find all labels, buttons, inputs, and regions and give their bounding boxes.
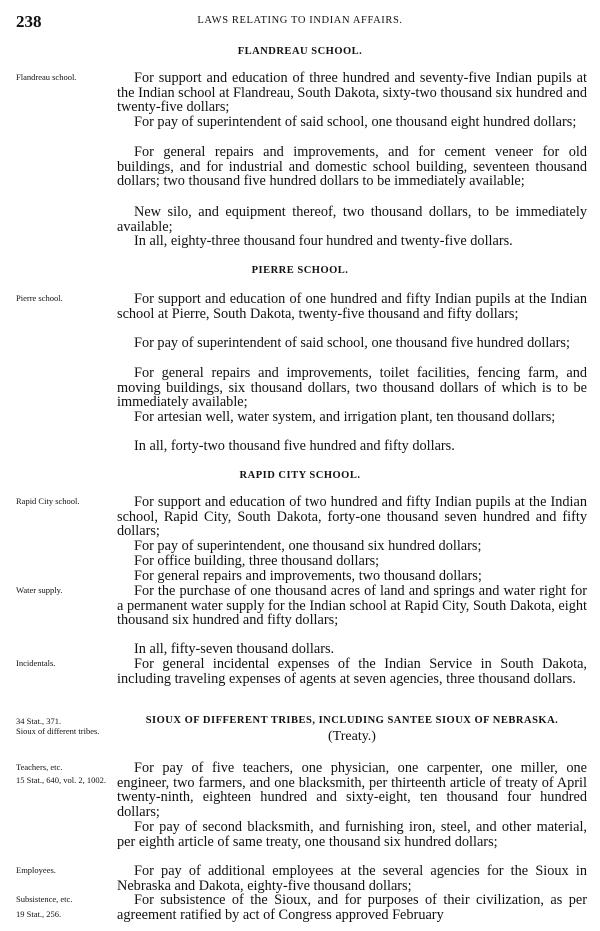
margin-note-rapid-city: Rapid City school. xyxy=(16,496,80,506)
margin-note-stat-34: 34 Stat., 371. xyxy=(16,716,62,726)
margin-note-sioux: Sioux of different tribes. xyxy=(16,726,100,736)
paragraph: New silo, and equipment thereof, two thousand dollars, to be immediately available; xyxy=(117,204,587,235)
paragraph: For pay of additional employees at the several agencies for the Sioux in Nebraska and Dakota, eighty-five thousand dollars; xyxy=(117,863,587,894)
paragraph: For artesian well, water system, and irrigation plant, ten thousand dollars; xyxy=(134,409,556,425)
paragraph: For general repairs and improvements, two thousand dollars; xyxy=(134,568,482,584)
section-heading-pierre: PIERRE SCHOOL. xyxy=(251,265,349,276)
margin-note-subsistence: Subsistence, etc. xyxy=(16,894,73,904)
margin-note-employees: Employees. xyxy=(16,865,56,875)
margin-note-pierre: Pierre school. xyxy=(16,293,63,303)
paragraph: In all, forty-two thousand five hundred and fifty dollars. xyxy=(134,438,455,454)
page-header xyxy=(0,12,600,34)
margin-note-flandreau: Flandreau school. xyxy=(16,72,77,82)
paragraph: In all, eighty-three thousand four hundred and twenty-five dollars. xyxy=(134,233,513,249)
section-heading-sioux: SIOUX OF DIFFERENT TRIBES, INCLUDING SANTEE SIOUX OF NEBRASKA. xyxy=(145,715,559,726)
margin-note-stat-19: 19 Stat., 256. xyxy=(16,909,62,919)
page-number: 238 xyxy=(16,12,42,31)
paragraph: For support and education of two hundred and fifty Indian pupils at the Indian school, Rapid City, South Dakota, forty-one thousand seven hundred and fifty dollars; xyxy=(117,494,587,539)
paragraph: For pay of superintendent of said school, one thousand five hundred dollars; xyxy=(134,335,570,351)
margin-note-teachers: Teachers, etc. xyxy=(16,762,63,772)
paragraph: For general incidental expenses of the Indian Service in South Dakota, including traveling expenses of agents at seven agencies, three thousand dollars. xyxy=(117,656,587,687)
paragraph: For pay of second blacksmith, and furnishing iron, steel, and other material, per eighth article of same treaty, one thousand six hundred dollars; xyxy=(117,819,587,850)
paragraph: For pay of superintendent of said school, one thousand eight hundred dollars; xyxy=(134,114,577,130)
paragraph: In all, fifty-seven thousand dollars. xyxy=(134,641,335,657)
running-head: LAWS RELATING TO INDIAN AFFAIRS. xyxy=(197,15,403,26)
margin-note-incidentals: Incidentals. xyxy=(16,658,56,668)
paragraph: For support and education of three hundred and seventy-five Indian pupils at the Indian school at Flandreau, South Dakota, sixty-two thousand six hundred and twenty-five dollars; xyxy=(117,70,587,115)
margin-note-stat-15: 15 Stat., 640, vol. 2, 1002. xyxy=(16,775,106,785)
paragraph: For subsistence of the Sioux, and for purposes of their civilization, as per agreement ratified by act of Congress approved February xyxy=(117,892,587,923)
paragraph: For pay of five teachers, one physician, one carpenter, one miller, one engineer, two farmers, and one blacksmith, per thirteenth article of treaty of April twenty-ninth, eighteen hundred and sixty-eight, ten thousand four hundred dollars; xyxy=(117,760,587,820)
paragraph: For general repairs and improvements, toilet facilities, fencing farm, and moving buildings, six thousand dollars, two thousand dollars of which is to be immediately available; xyxy=(117,365,587,410)
margin-note-water-supply: Water supply. xyxy=(16,585,63,595)
section-heading-rapid-city: RAPID CITY SCHOOL. xyxy=(239,470,361,481)
section-heading-flandreau: FLANDREAU SCHOOL. xyxy=(237,46,363,57)
paragraph: For support and education of one hundred and fifty Indian pupils at the Indian school at Pierre, South Dakota, twenty-five thousand and fifty dollars; xyxy=(117,291,587,322)
paragraph: For general repairs and improvements, and for cement veneer for old buildings, and for industrial and domestic school building, seventeen thousand dollars; two thousand five hundred dollars to be immediately available; xyxy=(117,144,587,189)
paragraph: For pay of superintendent, one thousand six hundred dollars; xyxy=(134,538,482,554)
section-subheading-treaty: (Treaty.) xyxy=(328,729,376,744)
paragraph: For office building, three thousand dollars; xyxy=(134,553,380,569)
paragraph: For the purchase of one thousand acres of land and springs and water right for a permanent water supply for the Indian school at Rapid City, South Dakota, eight thousand six hundred and fifty dollars; xyxy=(117,583,587,628)
